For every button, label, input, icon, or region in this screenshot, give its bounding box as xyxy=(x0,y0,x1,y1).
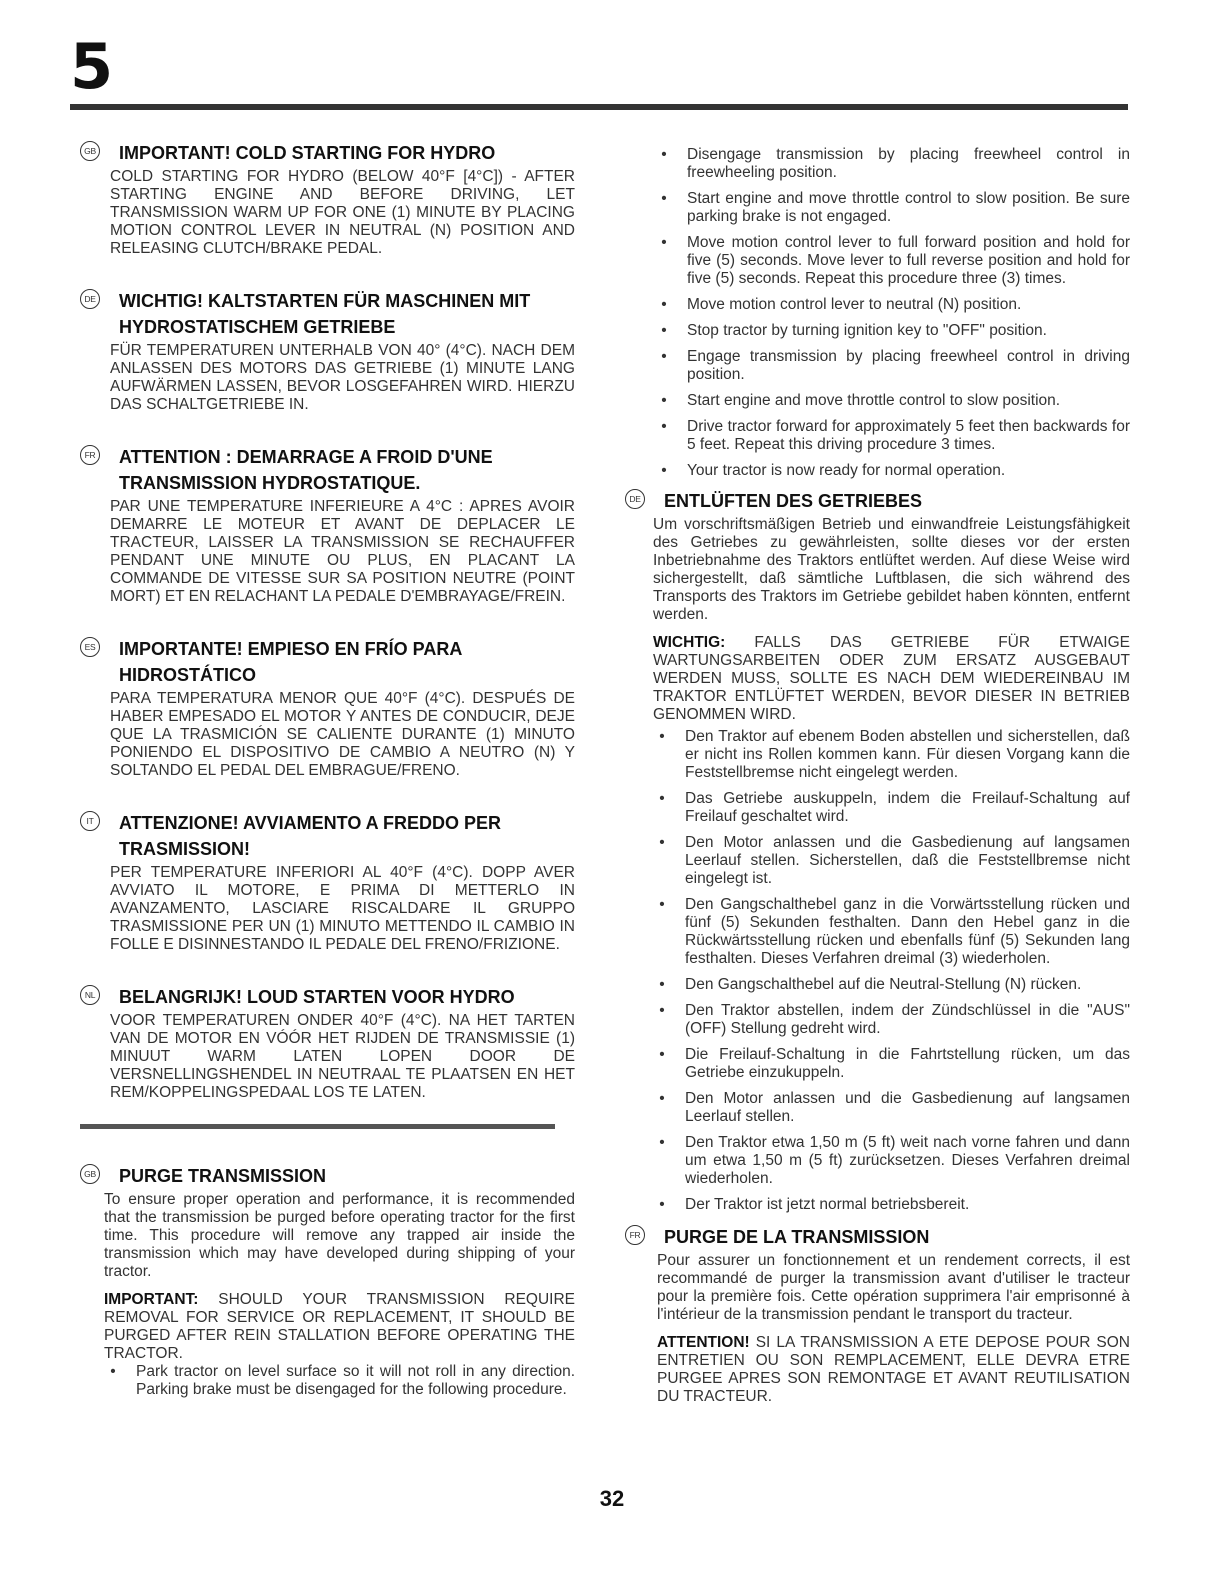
section-title: ENTLÜFTEN DES GETRIEBES xyxy=(664,491,923,511)
section-divider xyxy=(80,1124,555,1129)
section-body: To ensure proper operation and performance, it is recommended that the transmission be purged before operating tractor for the first time. This procedure will remove any trapped air inside the transmission which may have developed during shipping of your tractor. xyxy=(104,1191,575,1280)
section-body: VOOR TEMPERATUREN ONDER 40°F (4°C). NA HET TARTEN VAN DE MOTOR EN VÓÓR HET RIJDEN DE TRANSMISSIE (1) MINUUT WARM LATEN LOPEN DOOR DE VERSNELLINGSHENDEL IN NEUTRAAL TE PLAATSEN EN HET REM/KOPPELINGSPEDAAL LOS TE LATEN. xyxy=(110,1012,575,1101)
section-body: PER TEMPERATURE INFERIORI AL 40°F (4°C). DOPP AVER AVVIATO IL MOTORE, E PRIMA DI METTERLO IN AVANZAMENTO, LASCIARE RISCALDARE IL GRUPPO TRASMISSIONE PER UN (1) MINUTO METTENDO IL CAMBIO IN FOLLE E DISINNESTANDO IL PEDALE DEL FRENO/FRIZIONE. xyxy=(110,864,575,953)
list-item: • Den Traktor etwa 1,50 m (5 ft) weit nach vorne fahren und dann um etwa 1,50 m (5 ft) zurücksetzen. Dieses Verfahren dreimal wiederholen. xyxy=(659,1134,1130,1187)
list-item: • Your tractor is now ready for normal operation. xyxy=(661,462,1006,479)
section-title: ATTENTION : DEMARRAGE A FROID D'UNE TRANSMISSION HYDROSTATIQUE. xyxy=(119,447,493,493)
list-item: • Drive tractor forward for approximately 5 feet then backwards for 5 feet. Repeat this driving procedure 3 times. xyxy=(661,418,1130,453)
list-item: • Den Traktor auf ebenem Boden abstellen und sicherstellen, daß er nicht ins Rollen kommen kann. Für diesen Vorgang kann die Feststellbremse nicht eingelegt werden. xyxy=(659,728,1130,781)
lang-badge-gb-icon: GB xyxy=(80,141,100,161)
section-body: PAR UNE TEMPERATURE INFERIEURE A 4°C : APRES AVOIR DEMARRE LE MOTEUR ET AVANT DE DEPLACER LE TRACTEUR, LAISSER LA TRANSMISSION SE RECHAUFFER PENDANT UNE MINUTE OU PLUS, EN PLACANT LA COMMANDE DE VITESSE SUR SA POSITION NEUTRE (POINT MORT) ET EN RELACHANT LA PEDALE D'EMBRAYAGE/FREIN. xyxy=(110,498,575,605)
section-gb-cold-start xyxy=(80,140,575,258)
section-gb-purge xyxy=(80,1163,575,1399)
list-item: • Disengage transmission by placing freewheel control in freewheeling position. xyxy=(661,146,1130,181)
important-note xyxy=(653,634,1130,724)
section-body: FÜR TEMPERATUREN UNTERHALB VON 40° (4°C). NACH DEM ANLASSEN DES MOTORS DAS GETRIEBE (1) MINUTE LANG AUFWÄRMEN LASSEN, BEVOR LOSGEFAHREN WIRD. HIERZU DAS SCHALTGETRIEBE IN. xyxy=(110,342,575,413)
important-label: ATTENTION! xyxy=(657,1334,750,1351)
section-it-cold-start xyxy=(80,810,575,954)
list-item: • Der Traktor ist jetzt normal betriebsbereit. xyxy=(659,1196,970,1213)
list-item: • Start engine and move throttle control to slow position. Be sure parking brake is not engaged. xyxy=(661,190,1130,225)
list-item: • Den Traktor abstellen, indem der Zündschlüssel in die "AUS" (OFF) Stellung gedreht wird. xyxy=(659,1002,1130,1037)
lang-badge-fr-icon: FR xyxy=(625,1225,645,1245)
section-fr-cold-start xyxy=(80,444,575,606)
left-column xyxy=(80,140,575,1429)
section-title: IMPORTANT! COLD STARTING FOR HYDRO xyxy=(119,143,496,163)
list-item: • Stop tractor by turning ignition key to "OFF" position. xyxy=(661,322,1047,339)
bullet-list xyxy=(653,728,1130,1214)
section-title: WICHTIG! KALTSTARTEN FÜR MASCHINEN MIT HYDROSTATISCHEM GETRIEBE xyxy=(119,291,531,337)
lang-badge-nl-icon: NL xyxy=(80,985,100,1005)
right-column xyxy=(629,146,1130,1406)
section-title: PURGE TRANSMISSION xyxy=(119,1166,327,1186)
list-item: • Den Motor anlassen und die Gasbedienung auf langsamen Leerlauf stellen. Sicherstellen, daß die Feststellbremse nicht eingelegt ist. xyxy=(659,834,1130,887)
lang-badge-de-icon: DE xyxy=(80,289,100,309)
top-rule xyxy=(70,104,1128,110)
section-body: Um vorschriftsmäßigen Betrieb und einwandfreie Leistungsfähigkeit des Getriebes zu gewährleisten, sollte dieses vor der ersten Inbetriebnahme des Traktors entlüftet werden. Auf diese Weise wird sichergestellt, daß sämtliche Luftblasen, die sich während des Transports des Traktors im Getriebe gebildet haben könnten, entfernt werden. xyxy=(653,516,1130,623)
section-title: BELANGRIJK! LOUD STARTEN VOOR HYDRO xyxy=(119,987,515,1007)
list-item: • Das Getriebe auskuppeln, indem die Freilauf-Schaltung auf Freilauf geschaltet wird. xyxy=(659,790,1130,825)
section-title: ATTENZIONE! AVVIAMENTO A FREDDO PER TRASMISSION! xyxy=(119,813,502,859)
list-item: • Park tractor on level surface so it will not roll in any direction. Parking brake must be disengaged for the following procedure. xyxy=(110,1363,575,1398)
important-label: WICHTIG: xyxy=(653,634,726,651)
bullet-list xyxy=(104,1363,575,1399)
section-de-cold-start xyxy=(80,288,575,414)
important-label: IMPORTANT: xyxy=(104,1291,199,1308)
list-item: • Die Freilauf-Schaltung in die Fahrtstellung rücken, um das Getriebe einzukuppeln. xyxy=(659,1046,1130,1081)
section-body: PARA TEMPERATURA MENOR QUE 40°F (4°C). DESPUÉS DE HABER EMPESADO EL MOTOR Y ANTES DE CONDUCIR, DEJE QUE LA TRASMICIÓN SE CALIENTE DURANTE (1) MINUTO PONIENDO EL DISPOSITIVO DE CAMBIO A NEUTRO (N) Y SOLTANDO EL PEDAL DEL EMBRAGUE/FRENO. xyxy=(110,690,575,779)
section-nl-cold-start xyxy=(80,984,575,1102)
lang-badge-de-icon: DE xyxy=(625,489,645,509)
lang-badge-es-icon: ES xyxy=(80,637,100,657)
lang-badge-it-icon: IT xyxy=(80,811,100,831)
section-title: PURGE DE LA TRANSMISSION xyxy=(664,1227,930,1247)
list-item: • Move motion control lever to neutral (N) position. xyxy=(661,296,1022,313)
list-item: • Start engine and move throttle control to slow position. xyxy=(661,392,1061,409)
list-item: • Move motion control lever to full forward position and hold for five (5) seconds. Move lever to full reverse position and hold for five (5) seconds. Repeat this procedure three (3) times. xyxy=(661,234,1130,287)
list-item: • Den Gangschalthebel ganz in die Vorwärtsstellung rücken und fünf (5) Sekunden festhalten. Dann den Hebel ganz in die Rückwärtsstellung rücken und ebenfalls fünf (5) Sekunden lang festhalten. Dieses Verfahren dreimal (3) wiederholen. xyxy=(659,896,1130,967)
important-note xyxy=(657,1334,1130,1406)
important-text: SHOULD YOUR TRANSMISSION REQUIRE REMOVAL FOR SERVICE OR REPLACEMENT, IT SHOULD BE PURGED AFTER REIN STALLATION BEFORE OPERATING THE TRACTOR. xyxy=(104,1291,576,1362)
chapter-number: 5 xyxy=(70,30,114,103)
section-body: Pour assurer un fonctionnement et un rendement corrects, il est recommandé de purger la transmission avant d'utiliser le tracteur pour la première fois. Cette opération supprimera l'air emprisonné à l'intérieur de la transmission pendant le transport du tracteur. xyxy=(657,1252,1130,1323)
lang-badge-gb-icon: GB xyxy=(80,1164,100,1184)
section-de-purge xyxy=(625,488,1130,1214)
list-item: • Den Motor anlassen und die Gasbedienung auf langsamen Leerlauf stellen. xyxy=(659,1090,1130,1125)
important-note xyxy=(104,1291,575,1363)
list-item: • Engage transmission by placing freewheel control in driving position. xyxy=(661,348,1130,383)
page-number: 32 xyxy=(599,1486,625,1511)
important-text: SI LA TRANSMISSION A ETE DEPOSE POUR SON ENTRETIEN OU SON REMPLACEMENT, ELLE DEVRA ETRE PURGEE APRES SON REMONTAGE ET AVANT REUTILISATION DU TRACTEUR. xyxy=(657,1334,1130,1405)
section-es-cold-start xyxy=(80,636,575,780)
section-fr-purge xyxy=(625,1224,1130,1406)
section-title: IMPORTANTE! EMPIESO EN FRÍO PARA HIDROSTÁTICO xyxy=(119,639,462,685)
bullet-list-gb-continued xyxy=(655,146,1130,480)
important-text: FALLS DAS GETRIEBE FÜR ETWAIGE WARTUNGSARBEITEN ODER ZUM ERSATZ AUSGEBAUT WERDEN MUSS, SOLLTE ES NACH DEM WIEDEREINBAU IM TRAKTOR ENTLÜFTET WERDEN, BEVOR DIESER IN BETRIEB GENOMMEN WIRD. xyxy=(653,634,1130,723)
list-item: • Den Gangschalthebel auf die Neutral-Stellung (N) rücken. xyxy=(659,976,1082,993)
lang-badge-fr-icon: FR xyxy=(80,445,100,465)
section-body: COLD STARTING FOR HYDRO (BELOW 40°F [4°C]) - AFTER STARTING ENGINE AND BEFORE DRIVING, LET TRANSMISSION WARM UP FOR ONE (1) MINUTE BY PLACING MOTION CONTROL LEVER IN NEUTRAL (N) POSITION AND RELEASING CLUTCH/BRAKE PEDAL. xyxy=(110,168,575,257)
